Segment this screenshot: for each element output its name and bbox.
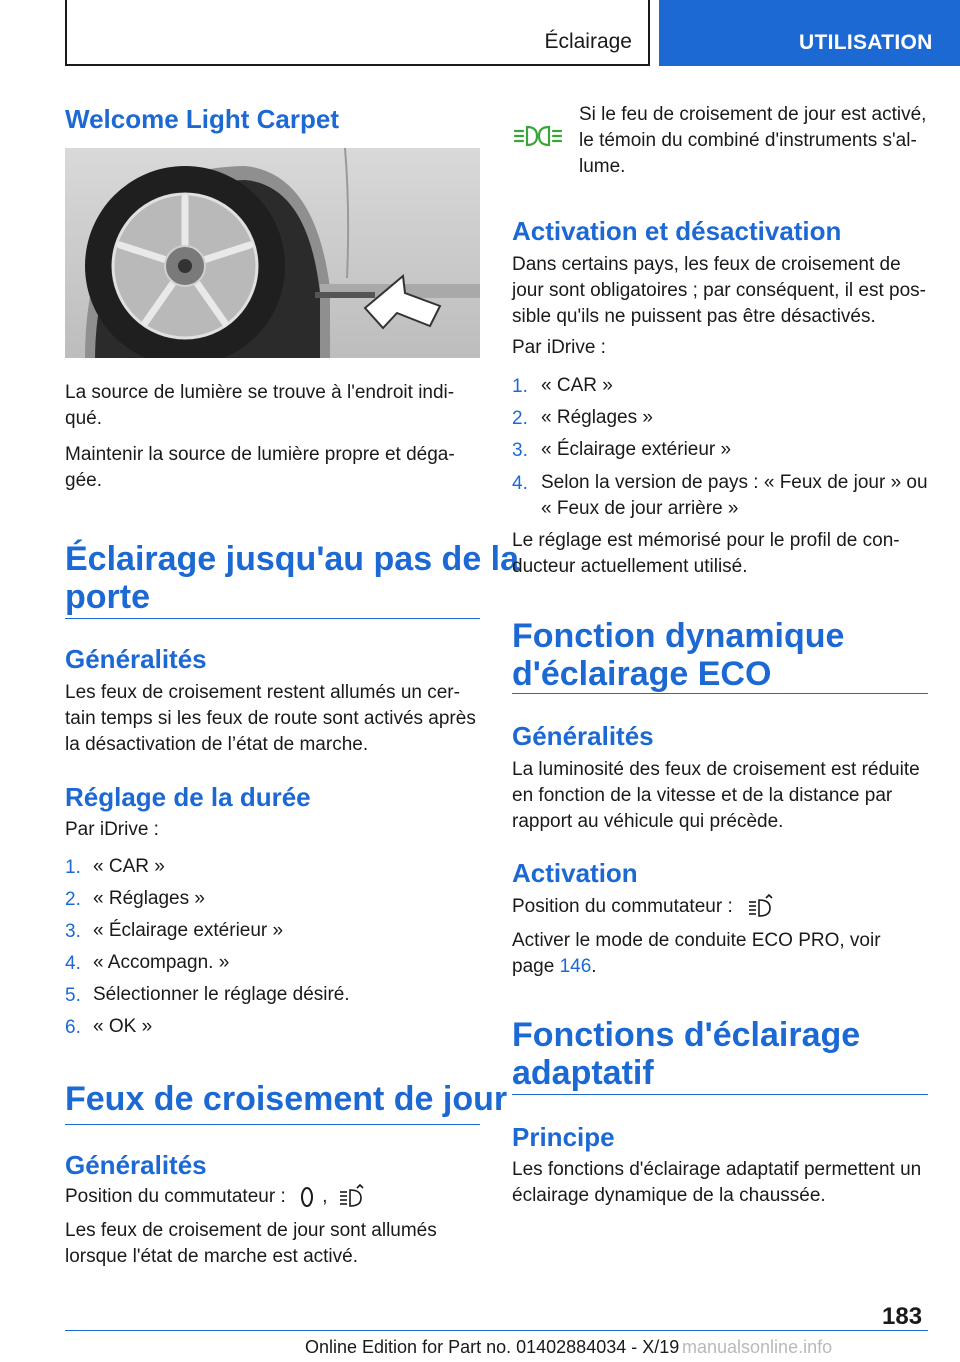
headlight-auto-icon <box>746 894 776 920</box>
step-text <box>541 470 928 522</box>
title-line: Fonction dynamique <box>512 617 845 655</box>
text-line: sible qu'ils ne puissent pas être désactivés. <box>512 306 876 327</box>
text-line: Le réglage est mémorisé pour le profil de con- <box>512 530 900 551</box>
activation-title: Activation et désactivation <box>512 216 842 246</box>
step-text: Sélectionner le réglage désiré. <box>93 984 350 1005</box>
step-text: « Réglages » <box>93 888 205 909</box>
footer-divider <box>65 1330 928 1331</box>
door-general-title: Généralités <box>65 644 207 674</box>
text-line: La source de lumière se trouve à l'endroit indi- <box>65 382 455 403</box>
eco-switch-position <box>512 894 776 920</box>
section-divider <box>65 1124 480 1125</box>
step-text: « Éclairage extérieur » <box>93 920 284 941</box>
footer-watermark: manualsonline.info <box>682 1337 833 1357</box>
section-divider <box>512 1094 928 1095</box>
duration-title: Réglage de la durée <box>65 782 311 812</box>
text-line: tain temps si les feux de route sont activés après <box>65 708 476 729</box>
principle-title: Principe <box>512 1122 615 1152</box>
title-line: Fonctions d'éclairage <box>512 1016 861 1054</box>
text-line: Dans certains pays, les feux de croisement de <box>512 254 901 275</box>
title-line: Éclairage jusqu'au pas de la <box>65 540 520 578</box>
door-light-title <box>65 540 519 616</box>
text-line: Les feux de croisement restent allumés un cer- <box>65 682 460 703</box>
car-wheel-illustration <box>65 148 480 358</box>
text-line: Activer le mode de conduite ECO PRO, voir <box>512 930 881 951</box>
header-chapter-label: UTILISATION <box>799 31 933 54</box>
welcome-light-illustration <box>65 148 480 358</box>
text-line: La luminosité des feux de croisement est réduite <box>512 759 920 780</box>
header-chapter-tab <box>659 0 960 66</box>
light-switch-off-icon <box>297 1184 317 1210</box>
step-number: 5. <box>65 985 81 1006</box>
headlight-auto-icon <box>337 1184 367 1210</box>
text-span: page <box>512 956 555 977</box>
door-general-text <box>65 680 476 758</box>
step-number: 2. <box>512 408 528 429</box>
text-line <box>512 954 881 980</box>
step-number: 3. <box>65 921 81 942</box>
eco-title <box>512 617 844 693</box>
text-line: Les fonctions d'éclairage adaptatif permettent un <box>512 1159 922 1180</box>
text-span: Position du commutateur : <box>65 1186 286 1208</box>
page-number: 183 <box>882 1303 923 1330</box>
eco-general-text <box>512 757 920 835</box>
drl-text <box>65 1218 437 1270</box>
header-section-box <box>65 0 650 66</box>
welcome-light-text-1 <box>65 380 454 432</box>
duration-intro: Par iDrive : <box>65 819 159 840</box>
title-line: adaptatif <box>512 1054 654 1092</box>
footer-edition: Online Edition for Part no. 01402884034 - X/19 <box>305 1337 680 1357</box>
text-line: Si le feu de croisement de jour est activé, <box>579 104 927 125</box>
text-line: la désactivation de l’état de marche. <box>65 734 369 755</box>
eco-general-title: Généralités <box>512 721 654 751</box>
eco-activation-title: Activation <box>512 858 638 888</box>
step-text: « Accompagn. » <box>93 952 230 973</box>
text-line: Les feux de croisement de jour sont allumés <box>65 1220 437 1241</box>
step-text: « OK » <box>93 1016 153 1037</box>
section-divider <box>512 693 928 694</box>
step-number: 1. <box>65 857 81 878</box>
step-text: « CAR » <box>541 375 613 396</box>
step-number: 2. <box>65 889 81 910</box>
welcome-light-title: Welcome Light Carpet <box>65 104 340 134</box>
step-number: 3. <box>512 440 528 461</box>
text-line: « Feux de jour arrière » <box>541 498 739 519</box>
text-line: lume. <box>579 156 626 177</box>
step-text: « Réglages » <box>541 407 653 428</box>
step-number: 6. <box>65 1017 81 1038</box>
text-line: lorsque l'état de marche est activé. <box>65 1246 358 1267</box>
activation-text <box>512 252 926 330</box>
drl-indicator-note <box>579 102 926 180</box>
text-line: Selon la version de pays : « Feux de jour » ou <box>541 472 928 493</box>
text-line: qué. <box>65 408 102 429</box>
text-line: rapport au véhicule qui précède. <box>512 811 784 832</box>
eco-mode-text <box>512 928 881 980</box>
daytime-running-light-icon <box>513 124 563 148</box>
drl-title: Feux de croisement de jour <box>65 1080 508 1118</box>
text-span: . <box>591 956 597 977</box>
principle-text <box>512 1157 921 1209</box>
welcome-light-text-2 <box>65 442 455 494</box>
text-line: gée. <box>65 470 102 491</box>
step-number: 1. <box>512 376 528 397</box>
title-line: d'éclairage ECO <box>512 655 772 693</box>
title-line: porte <box>65 578 150 616</box>
adaptive-title <box>512 1016 860 1092</box>
text-line: ducteur actuellement utilisé. <box>512 556 748 577</box>
section-divider <box>65 618 480 619</box>
step-text: « Éclairage extérieur » <box>541 439 732 460</box>
activation-saved-note <box>512 528 900 580</box>
text-line: le témoin du combiné d'instruments s'al- <box>579 130 917 151</box>
step-text: « CAR » <box>93 856 165 877</box>
text-line: jour sont obligatoires ; par conséquent, il est pos- <box>512 280 927 301</box>
drl-switch-position <box>65 1184 367 1210</box>
step-number: 4. <box>512 473 528 494</box>
text-line: en fonction de la vitesse et de la distance par <box>512 785 893 806</box>
activation-intro: Par iDrive : <box>512 337 606 358</box>
text-span: , <box>322 1186 328 1208</box>
drl-general-title: Généralités <box>65 1150 207 1180</box>
text-line: Maintenir la source de lumière propre et déga- <box>65 444 455 465</box>
step-number: 4. <box>65 953 81 974</box>
page-reference-link[interactable]: 146 <box>559 956 592 977</box>
header-section-title: Éclairage <box>544 30 632 53</box>
text-span: Position du commutateur : <box>512 896 733 918</box>
text-line: éclairage dynamique de la chaussée. <box>512 1185 826 1206</box>
